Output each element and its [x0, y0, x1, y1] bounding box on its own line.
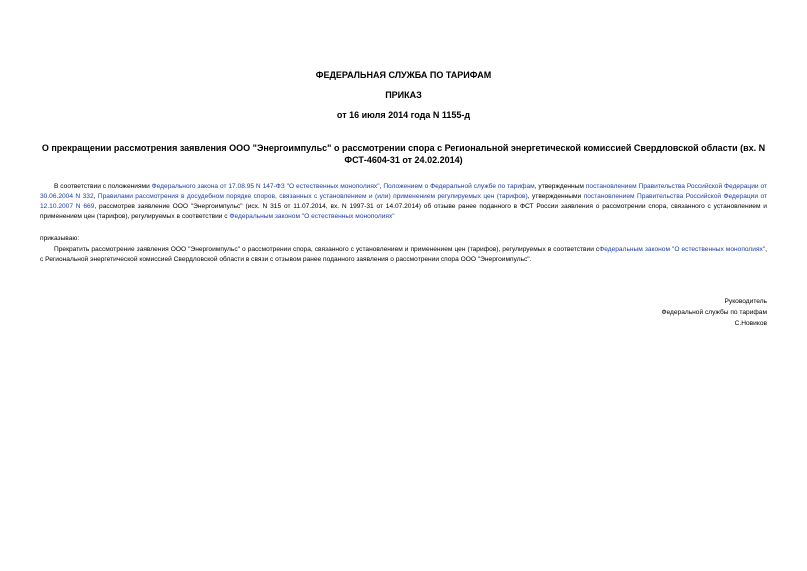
preamble-text-2: , [379, 183, 384, 190]
link-fst-regulation[interactable]: Положением о Федеральной службе по тарифам [383, 183, 535, 190]
preamble-text-3: , утвержденным [534, 183, 586, 190]
link-federal-law-monopolies-2[interactable]: Федеральным законом "О естественных монополиях" [599, 246, 766, 253]
link-government-decree-669[interactable]: постановлением Правительства Российской Федерации от 12.10.2007 N 669 [40, 193, 768, 210]
agency-title: ФЕДЕРАЛЬНАЯ СЛУЖБА ПО ТАРИФАМ [315, 70, 492, 80]
decision-text-2: , с Региональной энергетической комиссией Свердловской области в связи с отзывом ранее поданного заявления о рассмотрении спора ООО "Энергоимпульс". [40, 246, 767, 263]
signature-organization: Федеральной службы по тарифам [661, 309, 767, 316]
document-date-number: от 16 июля 2014 года N 1155-д [336, 110, 471, 120]
document-type: ПРИКАЗ [385, 90, 422, 100]
paragraph-preamble [40, 182, 767, 222]
link-dispute-rules[interactable]: Правилами рассмотрения в досудебном порядке споров, связанных с установлением и (или) применением регулируемых цен (тарифов) [97, 193, 528, 200]
decision-text-1: Прекратить рассмотрение заявления ООО "Энергоимпульс" о рассмотрении спора, связанного с установлением и применением цен (тарифов), регулируемых в соответствии с [54, 246, 600, 253]
preamble-text-5: , утвержденными [527, 193, 584, 200]
preamble-text-6: , рассмотрев заявление ООО "Энергоимпульс" (исх. N 315 от 11.07.2014, вх. N 1997-31 от 14.07.2014) об отзыве ранее поданного в ФСТ России заявления о рассмотрении спора, связанного с установлением и применением цен (тарифов), регулируемых в соответствии с [40, 203, 767, 220]
preamble-text-1: В соответствии с положениями [54, 183, 152, 190]
signature-block [662, 296, 768, 329]
document-subject: О прекращении рассмотрения заявления ООО "Энергоимпульс" о рассмотрении спора с Региональной энергетической комиссией Свердловской области (вх. N ФСТ-4604-31 от 24.02.2014) [41, 143, 766, 165]
paragraph-decision [40, 245, 767, 265]
preamble-text-4: , [93, 193, 98, 200]
signature-name: С.Новиков [734, 320, 767, 327]
link-federal-law-monopolies[interactable]: Федеральным законом "О естественных монополиях" [229, 213, 395, 220]
paragraph-order-word: приказываю: [40, 235, 80, 242]
link-federal-law-147[interactable]: Федерального закона от 17.08.95 N 147-ФЗ "О естественных монополиях" [151, 183, 380, 190]
signature-position: Руководитель [724, 298, 767, 305]
link-government-decree-332[interactable]: постановлением Правительства Российской Федерации от 30.06.2004 N 332 [40, 183, 768, 200]
